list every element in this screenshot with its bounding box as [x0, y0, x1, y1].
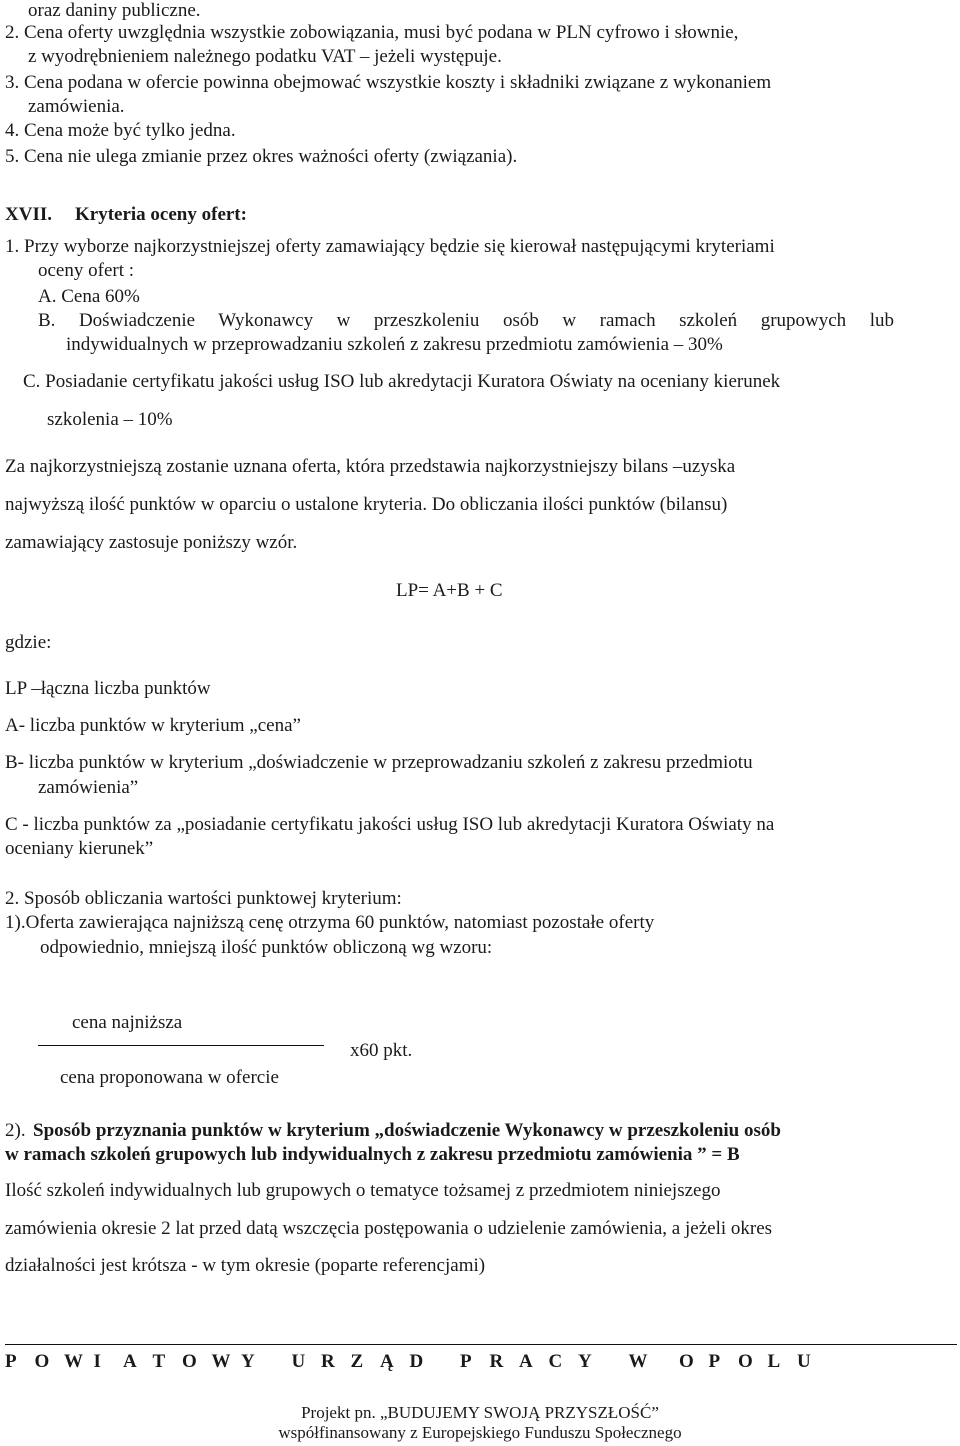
- footer-office-letter: P: [460, 1351, 472, 1372]
- footer-office-letter: A: [519, 1351, 533, 1372]
- text-line: oceny ofert :: [38, 260, 135, 281]
- section-number: XVII.: [5, 204, 52, 225]
- footer-office-letter: U: [797, 1351, 811, 1372]
- footer-office-name: [5, 1350, 855, 1374]
- footer-office-letter: Y: [578, 1351, 592, 1372]
- text-line: 2. Cena oferty uwzględnia wszystkie zobowiązania, musi być podana w PLN cyfrowo i słownie,: [5, 22, 739, 43]
- footer-office-letter: I: [93, 1351, 101, 1372]
- footer-office-letter: Y: [241, 1351, 255, 1372]
- footer-office-letter: P: [5, 1351, 17, 1372]
- text-line: zamawiający zastosuje poniższy wzór.: [5, 532, 298, 553]
- fraction-multiplier: x60 pkt.: [350, 1040, 413, 1061]
- where-label: gdzie:: [5, 632, 52, 653]
- criterion-b-line2: indywidualnych w przeprowadzaniu szkoleń z zakresu przedmiotu zamówienia – 30%: [66, 334, 723, 355]
- criterion-a: A. Cena 60%: [38, 286, 140, 307]
- footer-office-letter: O: [679, 1351, 694, 1372]
- footer-office-letter: T: [152, 1351, 166, 1372]
- fraction-denominator: cena proponowana w ofercie: [60, 1067, 279, 1088]
- footer-office-letter: W: [628, 1351, 648, 1372]
- footer-office-letter: O: [738, 1351, 753, 1372]
- text-line: działalności jest krótsza - w tym okresie (poparte referencjami): [5, 1255, 486, 1276]
- fraction-bar: [38, 1045, 324, 1046]
- footer-office-letter: R: [321, 1351, 335, 1372]
- text-line: zamówienia okresie 2 lat przed datą wszczęcia postępowania o udzielenie zamówienia, a jeżeli okres: [5, 1218, 773, 1239]
- criterion-b-line1: B. Doświadczenie Wykonawcy w przeszkoleniu osób w ramach szkoleń grupowych lub: [38, 310, 894, 331]
- text-line: najwyższą ilość punktów w oparciu o ustalone kryteria. Do obliczania ilości punktów (bilansu): [5, 494, 728, 515]
- legend-a: A- liczba punktów w kryterium „cena”: [5, 715, 301, 736]
- footer-project: Projekt pn. „BUDUJEMY SWOJĄ PRZYSZŁOŚĆ”: [301, 1403, 659, 1422]
- footer-office-letter: Ą: [380, 1351, 394, 1372]
- text-line: 5. Cena nie ulega zmianie przez okres ważności oferty (związania).: [5, 146, 518, 167]
- footer-office-letter: U: [291, 1351, 306, 1372]
- footer-office-letter: O: [182, 1351, 197, 1372]
- text-line: 3. Cena podana w ofercie powinna obejmować wszystkie koszty i składniki związane z wykonaniem: [5, 72, 772, 93]
- footer-rule: [5, 1344, 957, 1345]
- footer-cofinance: współfinansowany z Europejskiego Funduszu Społecznego: [278, 1423, 682, 1442]
- fraction-numerator: cena najniższa: [72, 1012, 183, 1033]
- text-line: zamówienia.: [28, 96, 125, 117]
- criterion-b-heading-line1: Sposób przyznania punktów w kryterium „doświadczenie Wykonawcy w przeszkoleniu osób: [33, 1120, 781, 1141]
- text-line: odpowiednio, mniejszą ilość punktów obliczoną wg wzoru:: [40, 937, 493, 958]
- legend-c-line2: oceniany kierunek”: [5, 838, 154, 859]
- text-line: 4. Cena może być tylko jedna.: [5, 120, 236, 141]
- legend-lp: LP –łączna liczba punktów: [5, 678, 211, 699]
- legend-c-line1: C - liczba punktów za „posiadanie certyfikatu jakości usług ISO lub akredytacji Kuratora Oświaty na: [5, 814, 775, 835]
- legend-b-line2: zamówienia”: [38, 777, 139, 798]
- footer-office-letter: W: [211, 1351, 231, 1372]
- footer-office-letter: D: [409, 1351, 424, 1372]
- section-title: Kryteria oceny ofert:: [75, 204, 247, 225]
- method-heading: 2. Sposób obliczania wartości punktowej kryterium:: [5, 888, 402, 909]
- footer-office-letter: C: [548, 1351, 563, 1372]
- formula: LP= A+B + C: [396, 580, 503, 601]
- footer-office-letter: W: [64, 1351, 83, 1372]
- footer-office-letter: P: [708, 1351, 721, 1372]
- footer-office-letter: L: [767, 1351, 781, 1372]
- criterion-c-line2: szkolenia – 10%: [47, 409, 173, 430]
- text-line: 1. Przy wyborze najkorzystniejszej oferty zamawiający będzie się kierował następującymi kryteriami: [5, 236, 775, 257]
- text-line: oraz daniny publiczne.: [28, 0, 201, 21]
- text-line: Ilość szkoleń indywidualnych lub grupowych o tematyce tożsamej z przedmiotem niniejszego: [5, 1180, 721, 1201]
- footer-office-letter: Z: [350, 1351, 364, 1372]
- text-line: Za najkorzystniejszą zostanie uznana oferta, która przedstawia najkorzystniejszy bilans –uzyska: [5, 456, 736, 477]
- text-line: z wyodrębnieniem należnego podatku VAT – jeżeli występuje.: [28, 46, 502, 67]
- footer-office-letter: A: [123, 1351, 137, 1372]
- footer-office-letter: R: [489, 1351, 504, 1372]
- legend-b-line1: B- liczba punktów w kryterium „doświadczenie w przeprowadzaniu szkoleń z zakresu przedmiotu: [5, 752, 753, 773]
- criterion-b-heading-line2: w ramach szkoleń grupowych lub indywidualnych z zakresu przedmiotu zamówienia ” = B: [5, 1144, 740, 1165]
- criterion-b-prefix: 2).: [5, 1120, 26, 1141]
- text-line: 1).Oferta zawierająca najniższą cenę otrzyma 60 punktów, natomiast pozostałe oferty: [5, 912, 655, 933]
- criterion-c-line1: C. Posiadanie certyfikatu jakości usług ISO lub akredytacji Kuratora Oświaty na oceniany kierunek: [23, 371, 781, 392]
- footer-office-letter: O: [34, 1351, 50, 1372]
